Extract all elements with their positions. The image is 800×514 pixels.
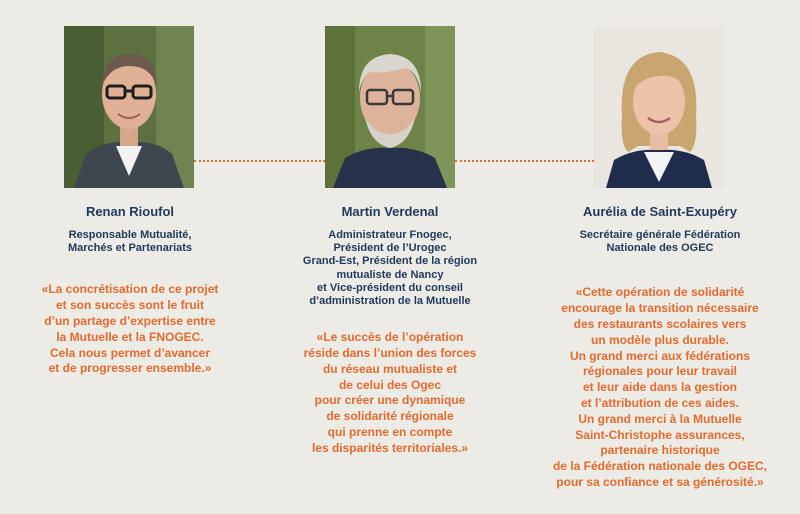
role-line: d’administration de la Mutuelle xyxy=(309,295,471,308)
portrait-aurelia-de-saint-exupery xyxy=(594,26,724,188)
quote-line: encourage la transition nécessaire xyxy=(561,301,759,316)
dotted-connector xyxy=(194,160,325,162)
quote-line: qui prenne en compte xyxy=(327,425,453,439)
person-quote xyxy=(272,330,508,456)
person-name: Aurélia de Saint-Exupéry xyxy=(583,204,737,219)
person-quote xyxy=(18,282,242,377)
quote-line: «La concrétisation de ce projet xyxy=(41,282,219,297)
role-line: Responsable Mutualité, xyxy=(68,229,192,241)
portrait-martin-verdenal xyxy=(325,26,455,188)
role-line: Administrateur Fnogec, xyxy=(328,229,452,241)
role-line: Secrétaire générale Fédération xyxy=(579,229,741,241)
quote-line: réside dans l’union des forces xyxy=(303,346,477,361)
role-line: mutualiste de Nancy xyxy=(336,268,444,281)
role-line: Président de l’Urogec xyxy=(333,242,447,255)
quote-line: Saint-Christophe assurances, xyxy=(575,427,745,442)
person-name: Renan Rioufol xyxy=(85,204,175,219)
role-line: Marchés et Partenariats xyxy=(67,242,193,255)
testimonial-martin-verdenal xyxy=(272,204,508,457)
quote-line: pour sa confiance et sa générosité.» xyxy=(556,474,764,489)
quote-line: pour créer une dynamique xyxy=(314,393,466,408)
quote-line: régionales pour leur travail xyxy=(582,364,738,379)
quote-line: «Cette opération de solidarité xyxy=(575,285,745,300)
role-line: Grand-Est, Président de la région xyxy=(302,255,478,268)
quote-line: d’un partage d’expertise entre xyxy=(44,314,216,328)
role-line: Nationale des OGEC xyxy=(606,242,714,255)
portrait-renan-rioufol xyxy=(64,26,194,188)
quote-line: de la Fédération nationale des OGEC, xyxy=(552,459,768,474)
quote-line: «Le succès de l’opération xyxy=(316,330,464,345)
person-quote xyxy=(526,285,794,490)
testimonial-aurelia-de-saint-exupery xyxy=(526,204,794,491)
person-role xyxy=(272,229,508,308)
quote-line: Un grand merci aux fédérations xyxy=(569,348,751,363)
quote-line: de celui des Ogec xyxy=(338,377,442,392)
quote-line: un modèle plus durable. xyxy=(590,332,730,347)
quote-line: et de progresser ensemble.» xyxy=(48,361,212,376)
quote-line: la Mutuelle et la FNOGEC. xyxy=(56,329,204,344)
quote-line: et leur aide dans la gestion xyxy=(582,380,738,395)
quote-line: partenaire historique xyxy=(600,443,720,458)
quote-line: Un grand merci à la Mutuelle xyxy=(578,411,742,426)
person-name: Martin Verdenal xyxy=(341,204,439,219)
quote-line: de solidarité régionale xyxy=(326,409,454,424)
quote-line: et l’attribution de ces aides. xyxy=(580,395,740,410)
person-role xyxy=(18,229,242,255)
quote-line: Cela nous permet d’avancer xyxy=(49,345,211,360)
person-role xyxy=(526,229,794,255)
testimonial-renan-rioufol xyxy=(18,204,242,377)
quote-line: du réseau mutualiste et xyxy=(322,361,458,376)
role-line: et Vice-président du conseil xyxy=(317,281,463,294)
dotted-connector xyxy=(455,160,594,162)
quote-line: et son succès sont le fruit xyxy=(55,298,205,313)
quote-line: les disparités territoriales.» xyxy=(311,440,469,455)
quote-line: des restaurants scolaires vers xyxy=(573,317,747,331)
